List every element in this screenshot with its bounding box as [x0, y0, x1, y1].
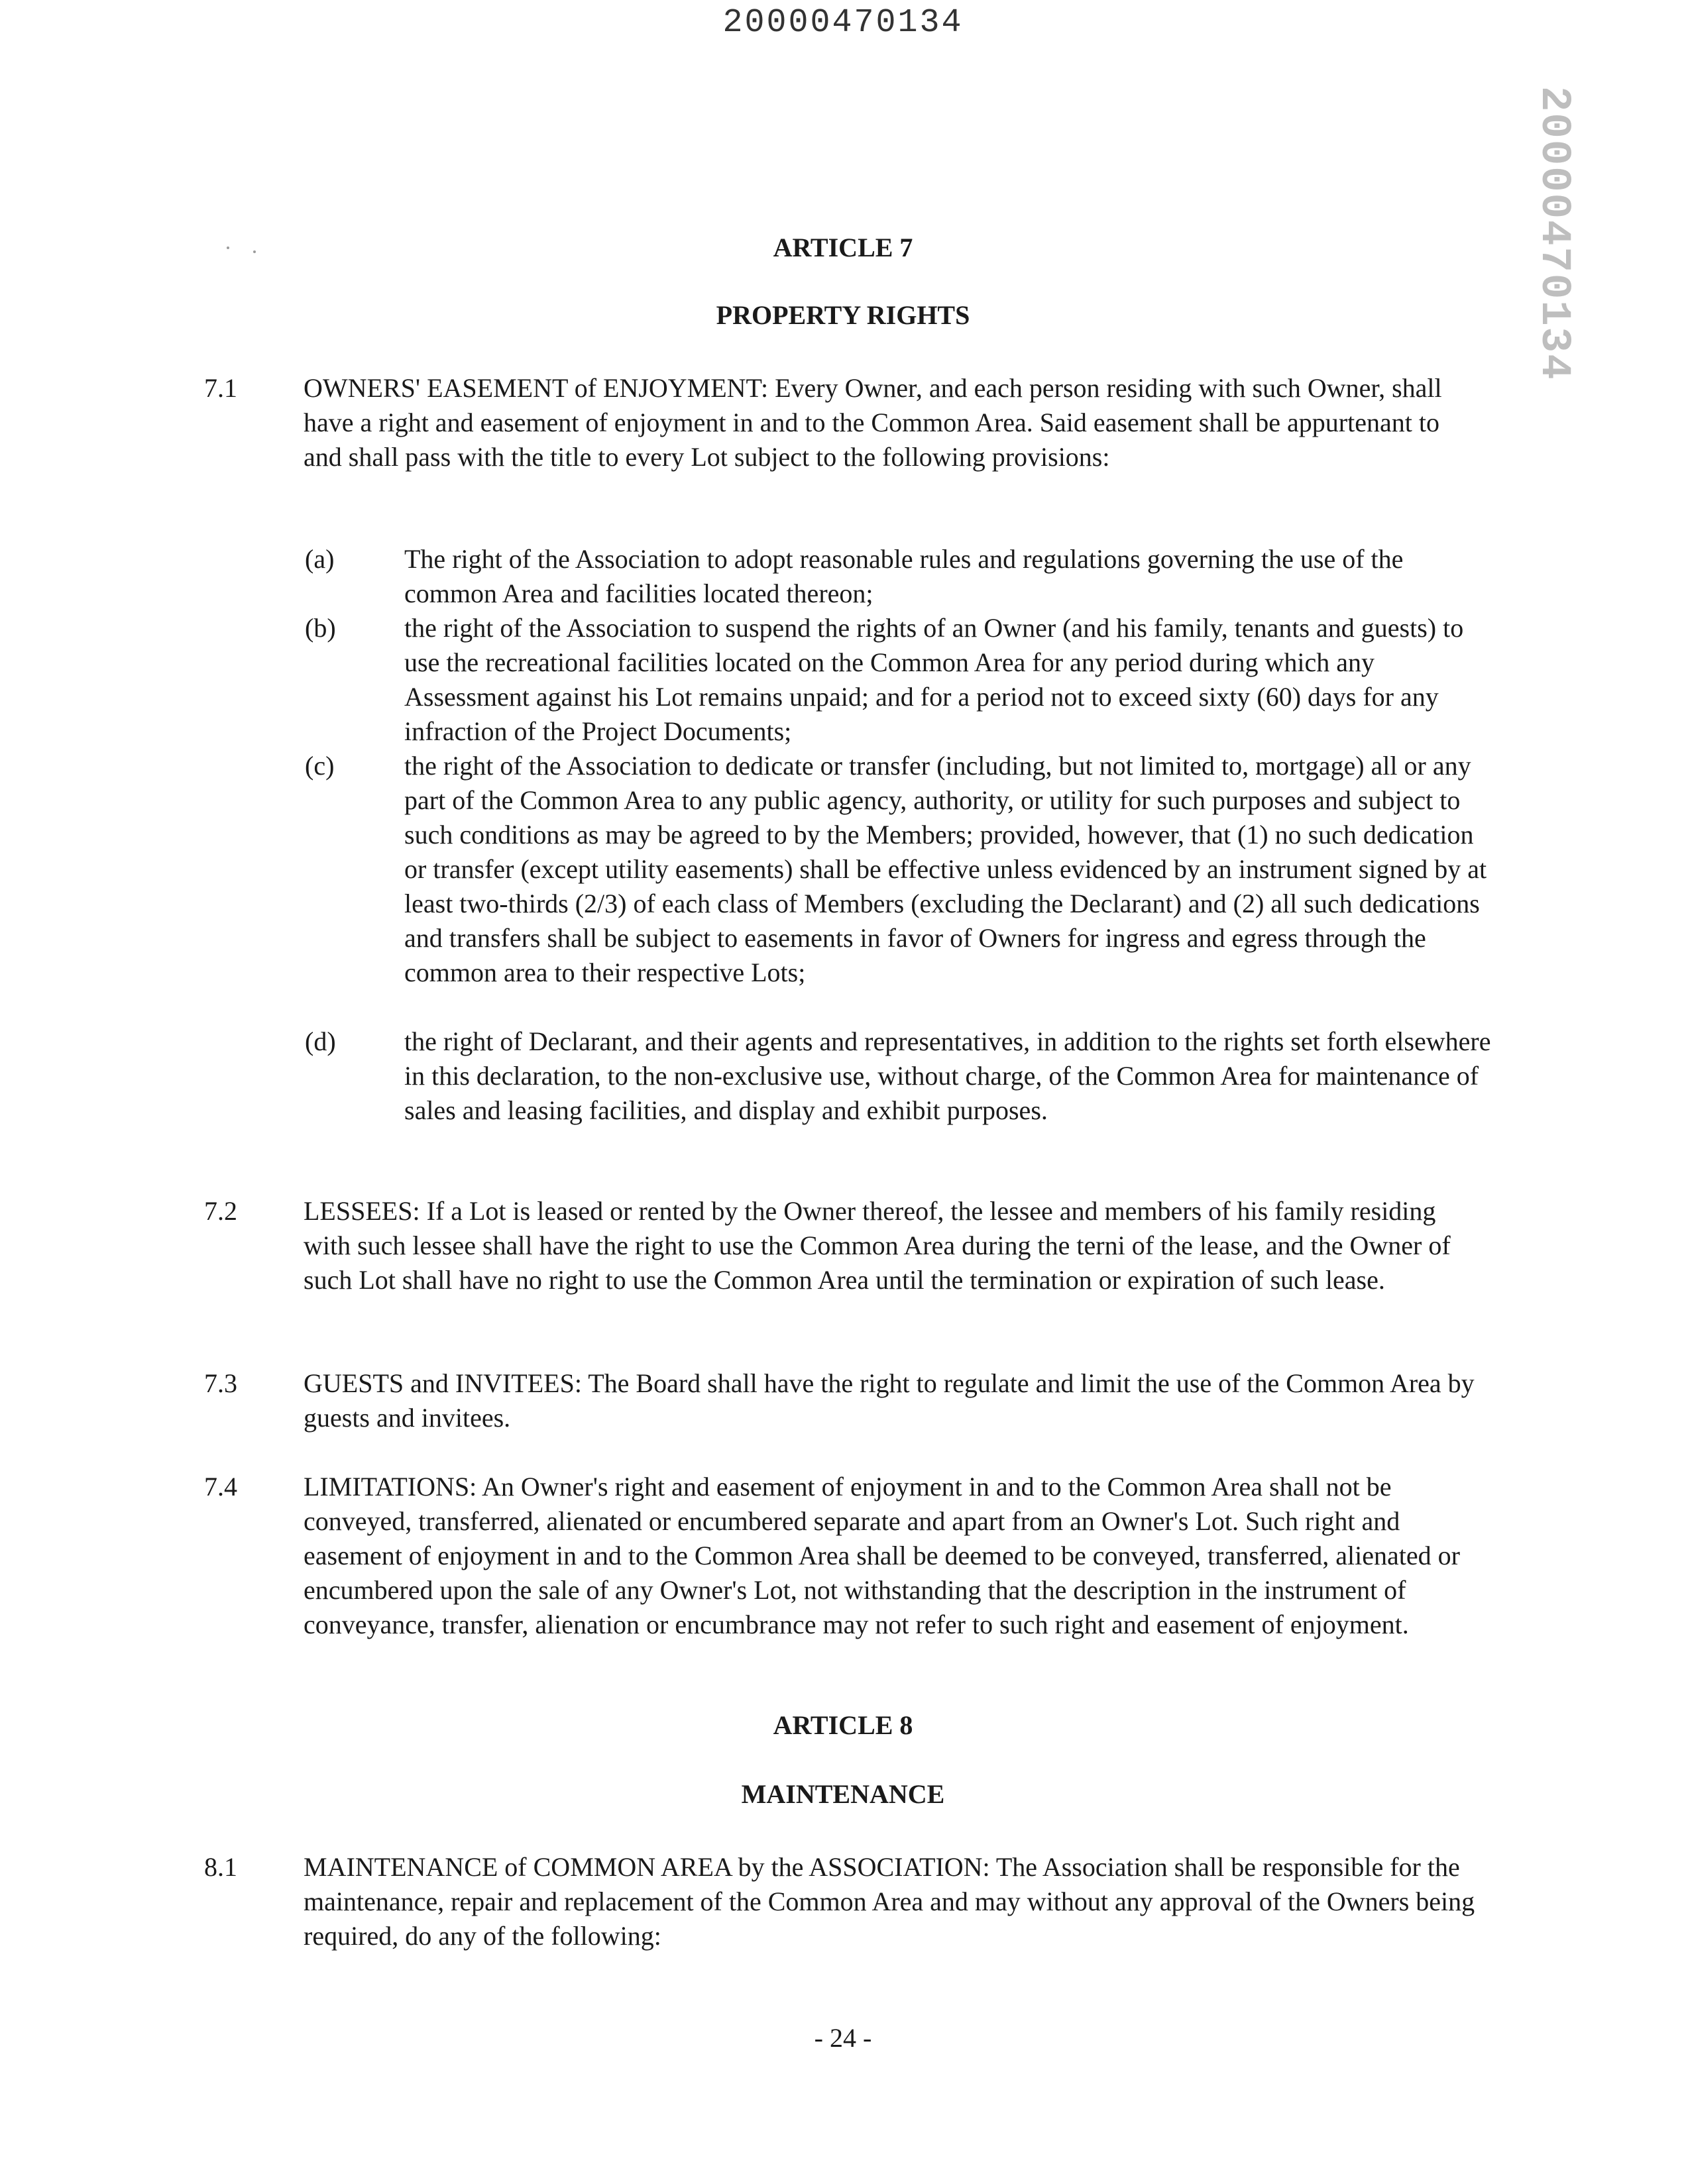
- section-7-3: [204, 1366, 1503, 1435]
- article-8-subtitle: MAINTENANCE: [741, 1779, 945, 1809]
- document-number: 20000470134: [722, 4, 964, 42]
- section-text: LIMITATIONS: An Owner's right and easement of enjoyment in and to the Common Area shall not be conveyed, transferred, alienated or encumbered separate and apart from an Owner's Lot. Such right and easement of enjoyment in and to the Common Area shall be deemed to be conveyed, transferred, alienated or encumbered upon the sale of any Owner's Lot, not withstanding that the description in the instrument of conveyance, transfer, alienation or encumbrance may not refer to such right and easement of enjoyment.: [304, 1472, 1460, 1639]
- article-8-title: ARTICLE 8: [773, 1710, 913, 1740]
- section-number: 7.1: [204, 373, 237, 403]
- section-text: GUESTS and INVITEES: The Board shall have the right to regulate and limit the use of the Common Area by guests and invitees.: [304, 1368, 1475, 1433]
- subsection-text: The right of the Association to adopt reasonable rules and regulations governing the use of the common Area and facilities located thereon;: [404, 544, 1404, 608]
- article-7-title: ARTICLE 7: [773, 233, 913, 262]
- page-number: - 24 -: [814, 2023, 872, 2053]
- subsection-c: [305, 749, 1498, 1024]
- section-7-1: [204, 371, 1503, 510]
- article-7-subtitle: PROPERTY RIGHTS: [716, 300, 970, 330]
- section-number: 7.2: [204, 1196, 237, 1226]
- section-text: OWNERS' EASEMENT of ENJOYMENT: Every Owner, and each person residing with such Owner, shall have a right and easement of enjoyment in and to the Common Area. Said easement shall be appurtenant to and shall pass with the title to every Lot subject to the following provisions:: [304, 373, 1442, 472]
- subsection-text: the right of Declarant, and their agents and representatives, in addition to the rights set forth elsewhere in this declaration, to the non-exclusive use, without charge, of the Common Area for maintenance of sales and leasing facilities, and display and exhibit purposes.: [404, 1026, 1491, 1125]
- section-number: 7.3: [204, 1368, 237, 1398]
- subsection-text: the right of the Association to dedicate or transfer (including, but not limited to, mortgage) all or any part of the Common Area to any public agency, authority, or utility for such purposes and subject to such conditions as may be agreed to by the Members; provided, however, that (1) no such dedication or transfer (except utility easements) shall be effective unless evidenced by an instrument signed by at least two-thirds (2/3) of each class of Members (excluding the Declarant) and (2) all such dedications and transfers shall be subject to easements in favor of Owners for ingress and egress through the common area to their respective Lots;: [404, 751, 1487, 987]
- subsection-b: [305, 611, 1498, 749]
- subsection-d: [305, 1024, 1498, 1162]
- subsection-label: (d): [305, 1026, 336, 1056]
- subsection-a: [305, 542, 1498, 611]
- section-number: 8.1: [204, 1852, 237, 1882]
- section-8-1: [204, 1850, 1503, 1953]
- subsection-label: (b): [305, 613, 336, 643]
- subsection-label: (a): [305, 544, 335, 574]
- subsection-label: (c): [305, 751, 335, 781]
- section-text: LESSEES: If a Lot is leased or rented by the Owner thereof, the lessee and members of his family residing with such lessee shall have the right to use the Common Area during the terni of the lease, and the Owner of such Lot shall have no right to use the Common Area until the termination or expiration of such lease.: [304, 1196, 1451, 1295]
- section-7-2: [204, 1194, 1503, 1332]
- section-text: MAINTENANCE of COMMON AREA by the ASSOCIATION: The Association shall be responsible for the maintenance, repair and replacement of the Common Area and may without any approval of the Owners being required, do any of the following:: [304, 1852, 1475, 1951]
- subsection-text: the right of the Association to suspend the rights of an Owner (and his family, tenants and guests) to use the recreational facilities located on the Common Area for any period during which any Assessment against his Lot remains unpaid; and for a period not to exceed sixty (60) days for any infraction of the Project Documents;: [404, 613, 1464, 746]
- section-number: 7.4: [204, 1472, 237, 1502]
- section-7-4: [204, 1470, 1503, 1676]
- margin-stamp: 20000470134: [1530, 86, 1577, 381]
